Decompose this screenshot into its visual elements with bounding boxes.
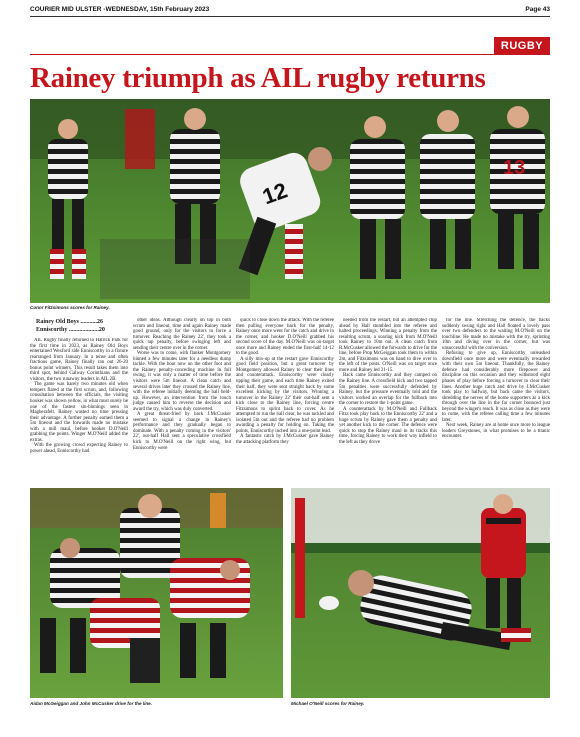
page-number: Page 43 [525, 6, 550, 13]
bottom-left-photo [30, 488, 283, 698]
paragraph: Worse was to come, with flanker Montgomery binned a few minutes later for a needless dump tackle. With the boot now on the other foot and the Rainey penalty-conceding machine in full swing, it was only a matter of time before the visitors were 5m lineout. A clean catch and several drives later they crossed the Rainey line, with the referee initially deeming the ball held-up. However, an intervention from the touch judge caused him to reverse the decision and award the try, which was duly converted. [133, 351, 231, 412]
paragraph: The game was barely two minutes old when tempers flared at the first scrum, and, following consultation between the officials, the visiting hooker was shown yellow, in what must surely be one of the fastest sin-binnings seen in Magherafelt. Rainey wasted no time pressing their advantage. A further penalty earned them a 5m lineout and the forwards made no mistake with a mill maul, before hooker D.O'Neill grabbing the points. Winger M.O'Neill added the extras. [30, 382, 128, 443]
paragraph: A counterattack by M.O'Neill and Fullback Fitzs took play back to the Enniscorthy 22' and a huge scrum by Rainey gave them a penalty and yet another kick to the corner. The defence were quick to stop the Rainey maul in its tracks this time, forcing Rainey to work their way infield to the left as they drove [339, 406, 437, 446]
top-photo-caption: Conor Fitzsimons scores for Rainey. [30, 305, 110, 310]
paragraph: quick to close down the attack. With the referee then pulling everyone back for the penalty, Rainey once more went for the catch and drive in the corner, and hooker D.O'Neill grabbed his second score of the day. M.O'Neill was on-target once more and Rainey ended the first-half 14-12 to the good. [236, 318, 334, 357]
page-header [30, 4, 550, 16]
paragraph: other ideas. Although clearly on top in both scrum and lineout, time and again Rainey made good ground, only for the visitors to force a turnover. Reaching the Rainey 22', they took a quick tap penalty, before swinging left and sending their centre over in the corner. [133, 318, 231, 351]
score-box [30, 318, 128, 338]
paragraph: Refusing to give up, Enniscorthy unleashed downfield once more and were eventually rewarded with their own 5m lineout. Thankfully, the Rainey defence had considerably more firepower and discipline on this occasion and they withstood eight phases of play before forcing a turnover to clear their lines. Another huge catch and drive by J.McCusker took play to halfway, but back came the visitors, shredding the nerves of the home supporters as a kick through over the line in the far corner bounced just beyond the winger's reach. It was as close as they were to come, with the referee calling time a few minutes later. [442, 351, 550, 423]
article-column-4 [339, 318, 437, 483]
svg-text:13: 13 [503, 157, 526, 179]
bottom-right-photo-image [291, 488, 550, 698]
score-line-away: Enniscorthy ....................20 [36, 327, 105, 333]
paragraph: needed from the restart, but an attempted chip ahead by Hall stumbled into the referee and halted proceedings. Winning a penalty from the resulting scrum, a soaring kick from M.O'Neill took Rainey to 10m out. A clean catch from R.McCusker allowed the forwards to drive for the line, before Prop McGeiggan took them to within 2m, and Fitzsimons was on hand to dive over to the left of the posts. O'Neill was on target once more and Rainey led 21-15. [339, 318, 437, 373]
svg-text:12: 12 [258, 177, 291, 210]
paragraph: With the growing crowd expecting Rainey to power ahead, Enniscorthy had [30, 443, 128, 454]
headline: Rainey triumph as AIL rugby returns [30, 62, 486, 94]
bottom-right-photo [291, 488, 550, 698]
bottom-left-caption: Aidan McGeiggan and John McCusker drive for the line. [30, 701, 153, 706]
bottom-right-caption: Michael O'Neill scores for Rainey. [291, 701, 365, 706]
paragraph: Next week, Rainey are at home once more to league leaders Greystones, in what promises to be a titanic encounter. [442, 423, 550, 440]
score-line-home: Rainey Old Boys ...........26 [36, 319, 104, 325]
paragraph: AIL Rugby finally returned to Hatrick Park for the first time in 2023, as Rainey Old Boys entertained Wexford side Enniscorthy in a fixture rearranged from January. In a tense and often fractious game, Rainey finally ran out 26-20 bonus point winners. This result takes them into third spot, behind Galway Corinthians and the visitors, the two runaway leaders in AIL 2B. [30, 338, 128, 382]
top-photo-image [30, 99, 550, 303]
article-column-1 [30, 338, 128, 483]
paragraph: for the line. Stretching the defence, the backs suddenly swung right and Hall floated a lovely pass over two defenders to the waiting M.O'Neill on the touchline. He made no mistake with the try, sprinting 10m and diving over in the corner, but was unsuccessful with the conversion. [442, 318, 550, 351]
bottom-left-photo-image [30, 488, 283, 698]
article-column-3 [236, 318, 334, 483]
article-column-5 [442, 318, 550, 483]
paragraph: A silly mix-up at the restart gave Enniscorthy good field position, but a great turnover by Montgomery allowed Rainey to clear their lines and counterattack. Enniscorthy were clearly upping their game, and each time Rainey exited their half, they were sent straight back by some excellent kicking by the visitors. Winning a turnover in the Rainey 22' their out-half sent a kick close to the Rainey line, forcing centre Fitzsimons to sprint back to cover. As he attempted to run the ball clear, he was tackled and isolated 5m out and the referee had no problem awarding a penalty for holding on. Taking the points, Enniscorthy inched into a one-point lead. [236, 356, 334, 434]
paragraph: Back came Enniscorthy and they camped on the Rainey line. A crossfield kick and two tapped 5m penalties were successfully defended by Rainey, but the pressure eventually told and the visitors worked an overlap for the fullback into the corner to restore the 1-point game. [339, 373, 437, 407]
section-tab: RUGBY [494, 37, 550, 55]
paragraph: A fantastic catch by J.McCusker gave Rainey the attacking platform they [236, 434, 334, 446]
paragraph: A great threat-fried by back J.McCusker seemed to signal a change in Rainey's performance and they gradually began to dominate. With a penalty coming in the visitors' 22', out-half Hall sent a speculative crossfield kick to M.O'Neill on the right wing, but Enniscorthy were [133, 412, 231, 451]
publication-line: COURIER MID ULSTER -WEDNESDAY, 15th February 2023 [30, 6, 210, 13]
top-photo [30, 99, 550, 303]
section-rule [30, 54, 494, 55]
article-column-2 [133, 318, 231, 483]
header-rule [30, 16, 550, 17]
